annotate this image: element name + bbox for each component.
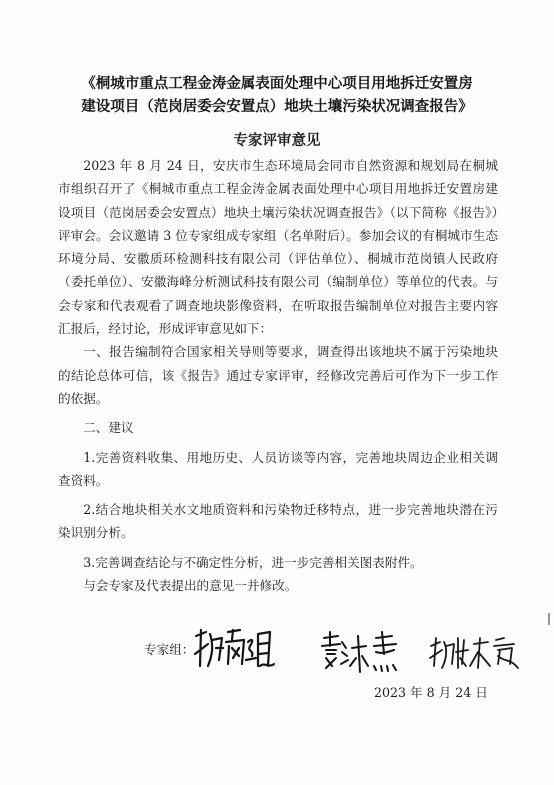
paragraph-conclusion: 一、报告编制符合国家相关导则等要求，调查得出该地块不属于污染地块的结论总体可信，该《报告》通过专家评审，经修改完善后可作为下一步工作的依据。 [58, 344, 498, 406]
handwritten-signature-2 [318, 630, 404, 678]
handwritten-signature-3 [428, 634, 520, 674]
document-body [58, 154, 498, 597]
document-subtitle: 专家评审意见 [233, 133, 321, 149]
title-line-1: 《桐城市重点工程金涛金属表面处理中心项目用地拆迁安置房 [81, 76, 473, 92]
document-title [40, 73, 514, 119]
paragraph-suggestion-2: 2.结合地块相关水文地质资料和污染物迁移特点，进一步完善地块潜在污染识别分析。 [58, 502, 498, 541]
paragraph-suggestions-heading: 二、建议 [83, 420, 134, 436]
title-line-2: 建设项目（范岗居委会安置点）地块土壤污染状况调查报告》 [81, 99, 473, 115]
page-edge-mark [546, 612, 552, 626]
paragraph-suggestion-3: 3.完善调查结论与不确定性分析，进一步完善相关图表附件。 [83, 554, 423, 570]
document-date: 2023 年 8 月 24 日 [374, 685, 488, 700]
paragraph-suggestion-1: 1.完善资料收集、用地历史、人员访谈等内容，完善地块周边企业相关调查资料。 [58, 449, 498, 488]
paragraph-intro: 2023 年 8 月 24 日，安庆市生态环境局会同市自然资源和规划局在桐城市组织召开了《桐城市重点工程金涛金属表面处理中心项目用地拆迁安置房建设项目（范岗居委会安置点）地块土壤污染状况调查报告》（以下简称《报告》）评审会。会议邀请 3 位专家组成专家组（名单附后）。参加会议的有桐城市生态环境分局、安徽质环检测科技有限公司（评估单位）、桐城市范岗镇人民政府（委托单位）、安徽海峰分析测试科技有限公司（编制单位）等单位的代表。与会专家和代表观看了调查地块影像资料，在听取报告编制单位对报告主要内容汇报后，经讨论，形成评审意见如下： [58, 158, 498, 337]
signature-label: 专家组： [144, 642, 195, 657]
handwritten-signature-1 [192, 626, 276, 672]
paragraph-closing: 与会专家及代表提出的意见一并修改。 [83, 578, 298, 594]
